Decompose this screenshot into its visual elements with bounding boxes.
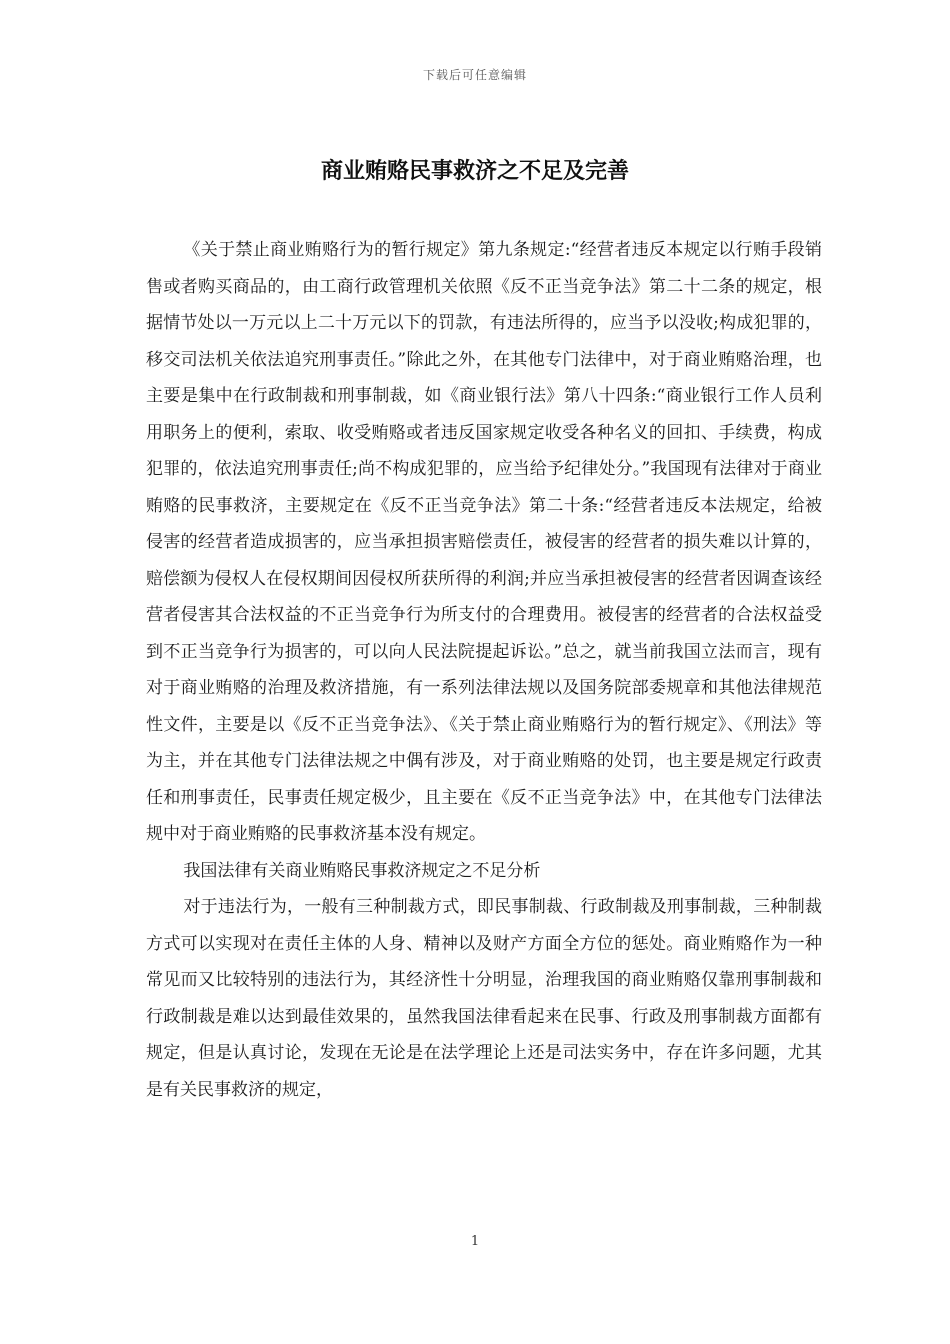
page-number: 1 bbox=[470, 1234, 480, 1249]
paragraph-1: 《关于禁止商业贿赂行为的暂行规定》第九条规定:“经营者违反本规定以行贿手段销售或者购买商品的，由工商行政管理机关依照《反不正当竞争法》第二十二条的规定，根据情节处以一万元以上二十万元以下的罚款，有违法所得的，应当予以没收;构成犯罪的，移交司法机关依法追究刑事责任。”除此之外，在其他专门法律中，对于商业贿赂治理，也主要是集中在行政制裁和刑事制裁，如《商业银行法》第八十四条:“商业银行工作人员利用职务上的便利，索取、收受贿赂或者违反国家规定收受各种名义的回扣、手续费，构成犯罪的，依法追究刑事责任;尚不构成犯罪的，应当给予纪律处分。”我国现有法律对于商业贿赂的民事救济，主要规定在《反不正当竞争法》第二十条:“经营者违反本法规定，给被侵害的经营者造成损害的，应当承担损害赔偿责任，被侵害的经营者的损失难以计算的，赔偿额为侵权人在侵权期间因侵权所获所得的利润;并应当承担被侵害的经营者因调查该经营者侵害其合法权益的不正当竞争行为所支付的合理费用。被侵害的经营者的合法权益受到不正当竞争行为损害的，可以向人民法院提起诉讼。”总之，就当前我国立法而言，现有对于商业贿赂的治理及救济措施，有一系列法律法规以及国务院部委规章和其他法律规范性文件，主要是以《反不正当竞争法》、《关于禁止商业贿赂行为的暂行规定》、《刑法》等为主，并在其他专门法律法规之中偶有涉及，对于商业贿赂的处罚，也主要是规定行政责任和刑事责任，民事责任规定极少，且主要在《反不正当竞争法》中，在其他专门法律法规中对于商业贿赂的民事救济基本没有规定。 bbox=[146, 240, 822, 844]
document-title: 商业贿赂民事救济之不足及完善 bbox=[320, 159, 629, 184]
document-body bbox=[146, 232, 822, 1108]
paragraph-2-section-heading: 我国法律有关商业贿赂民事救济规定之不足分析 bbox=[183, 860, 541, 881]
paragraph-3: 对于违法行为，一般有三种制裁方式，即民事制裁、行政制裁及刑事制裁，三种制裁方式可以实现对在责任主体的人身、精神以及财产方面全方位的惩处。商业贿赂作为一种常见而又比较特别的违法行为，其经济性十分明显，治理我国的商业贿赂仅靠刑事制裁和行政制裁是难以达到最佳效果的，虽然我国法律看起来在民事、行政及刑事制裁方面都有规定，但是认真讨论，发现在无论是在法学理论上还是司法实务中，存在许多问题，尤其是有关民事救济的规定， bbox=[146, 897, 822, 1100]
header-note: 下载后可任意编辑 bbox=[422, 68, 527, 82]
